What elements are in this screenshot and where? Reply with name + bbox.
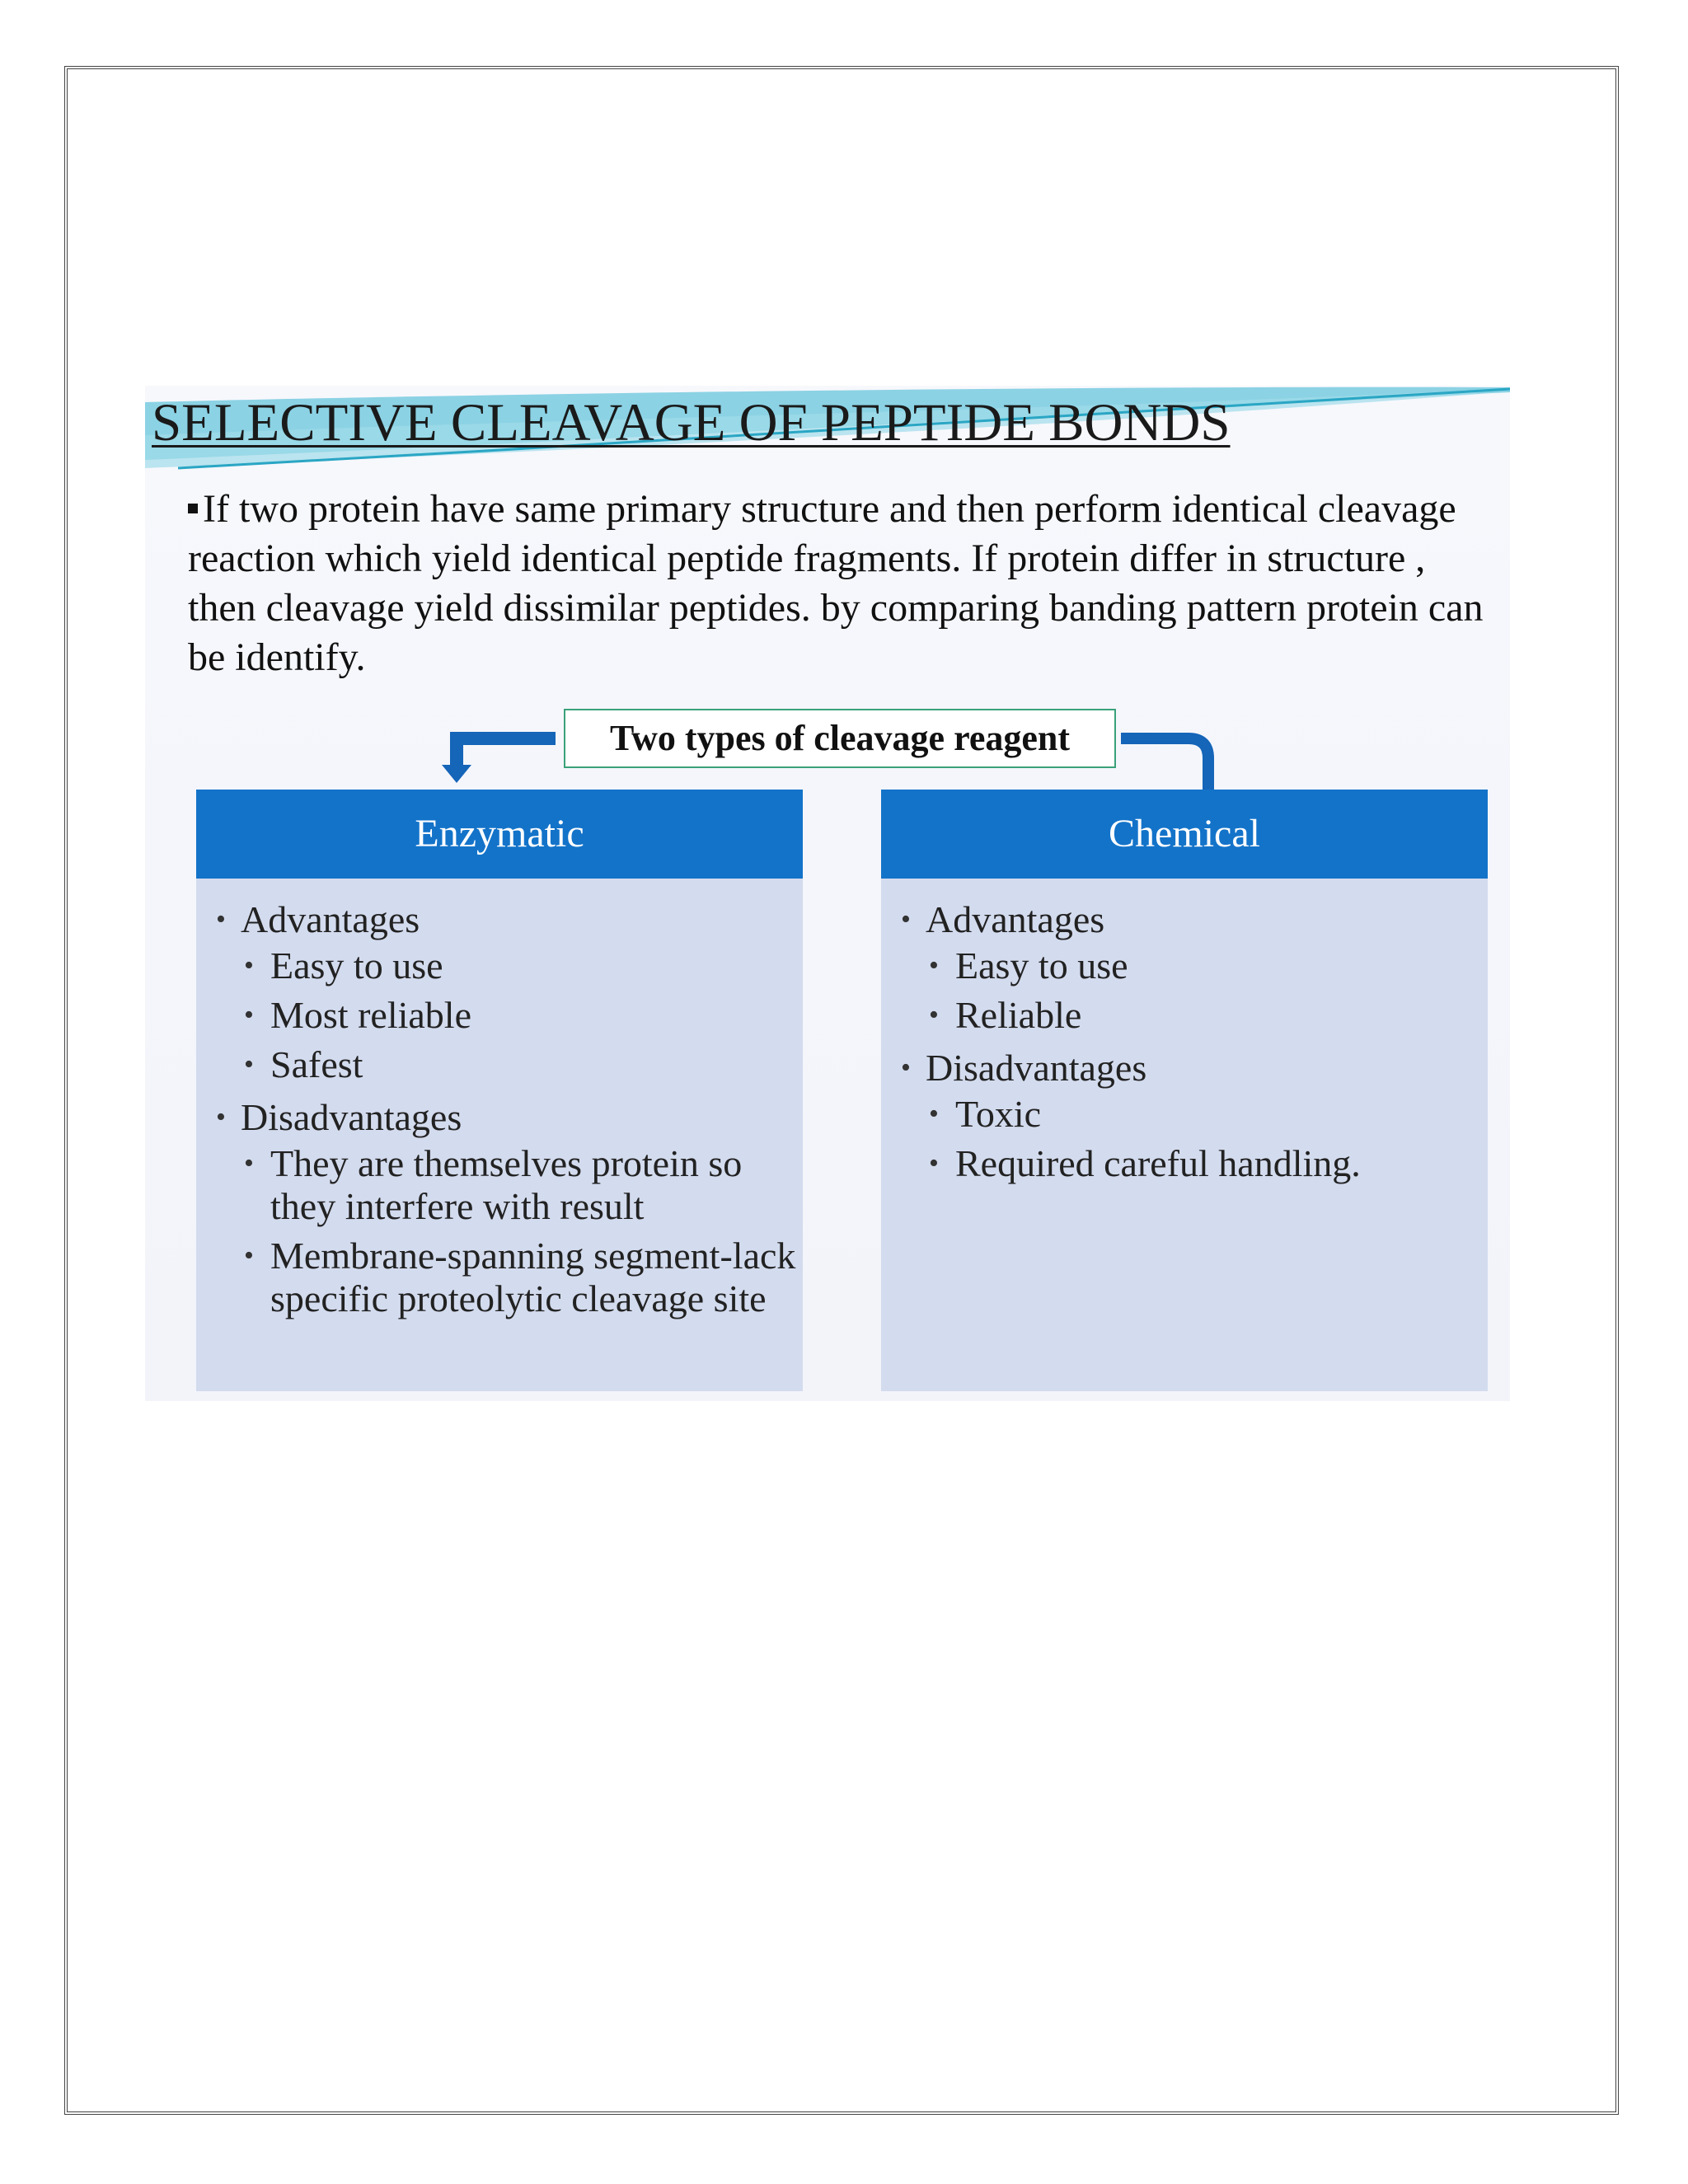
slide-image: [145, 386, 1510, 1401]
list-item: • Easy to use: [898, 944, 1488, 987]
list-item: • They are themselves protein so they interfere with result: [213, 1142, 803, 1228]
list-item: • Disadvantages: [213, 1093, 803, 1142]
list-item: • Easy to use: [213, 944, 803, 987]
list-item: • Membrane-spanning segment-lack specific proteolytic cleavage site: [213, 1235, 803, 1320]
list-item: • Toxic: [898, 1093, 1488, 1136]
list-item: • Reliable: [898, 994, 1488, 1037]
enzymatic-list: [196, 879, 803, 1320]
left-arrow-head-icon: [442, 765, 471, 783]
list-item: • Safest: [213, 1043, 803, 1086]
list-item: • Required careful handling.: [898, 1142, 1488, 1185]
intro-text: If two protein have same primary structure and then perform identical cleavage reaction which yield identical peptide fragments. If protein differ in structure , then cleavage yield dissimilar peptides. by comparing banding pattern protein can be identify.: [188, 487, 1484, 679]
chemical-list: [881, 879, 1488, 1185]
list-item: • Most reliable: [213, 994, 803, 1037]
square-bullet-icon: [188, 504, 198, 513]
chemical-header: Chemical: [881, 790, 1488, 879]
enzymatic-panel: [196, 790, 803, 1391]
cleavage-reagent-label: Two types of cleavage reagent: [564, 709, 1116, 768]
list-item: • Disadvantages: [898, 1043, 1488, 1093]
left-arrow-icon: [457, 738, 556, 771]
chemical-panel: [881, 790, 1488, 1391]
list-item: • Advantages: [898, 895, 1488, 944]
slide-title: SELECTIVE CLEAVAGE OF PEPTIDE BONDS: [152, 393, 1231, 452]
enzymatic-header: Enzymatic: [196, 790, 803, 879]
intro-paragraph: [188, 485, 1490, 682]
list-item: • Advantages: [213, 895, 803, 944]
